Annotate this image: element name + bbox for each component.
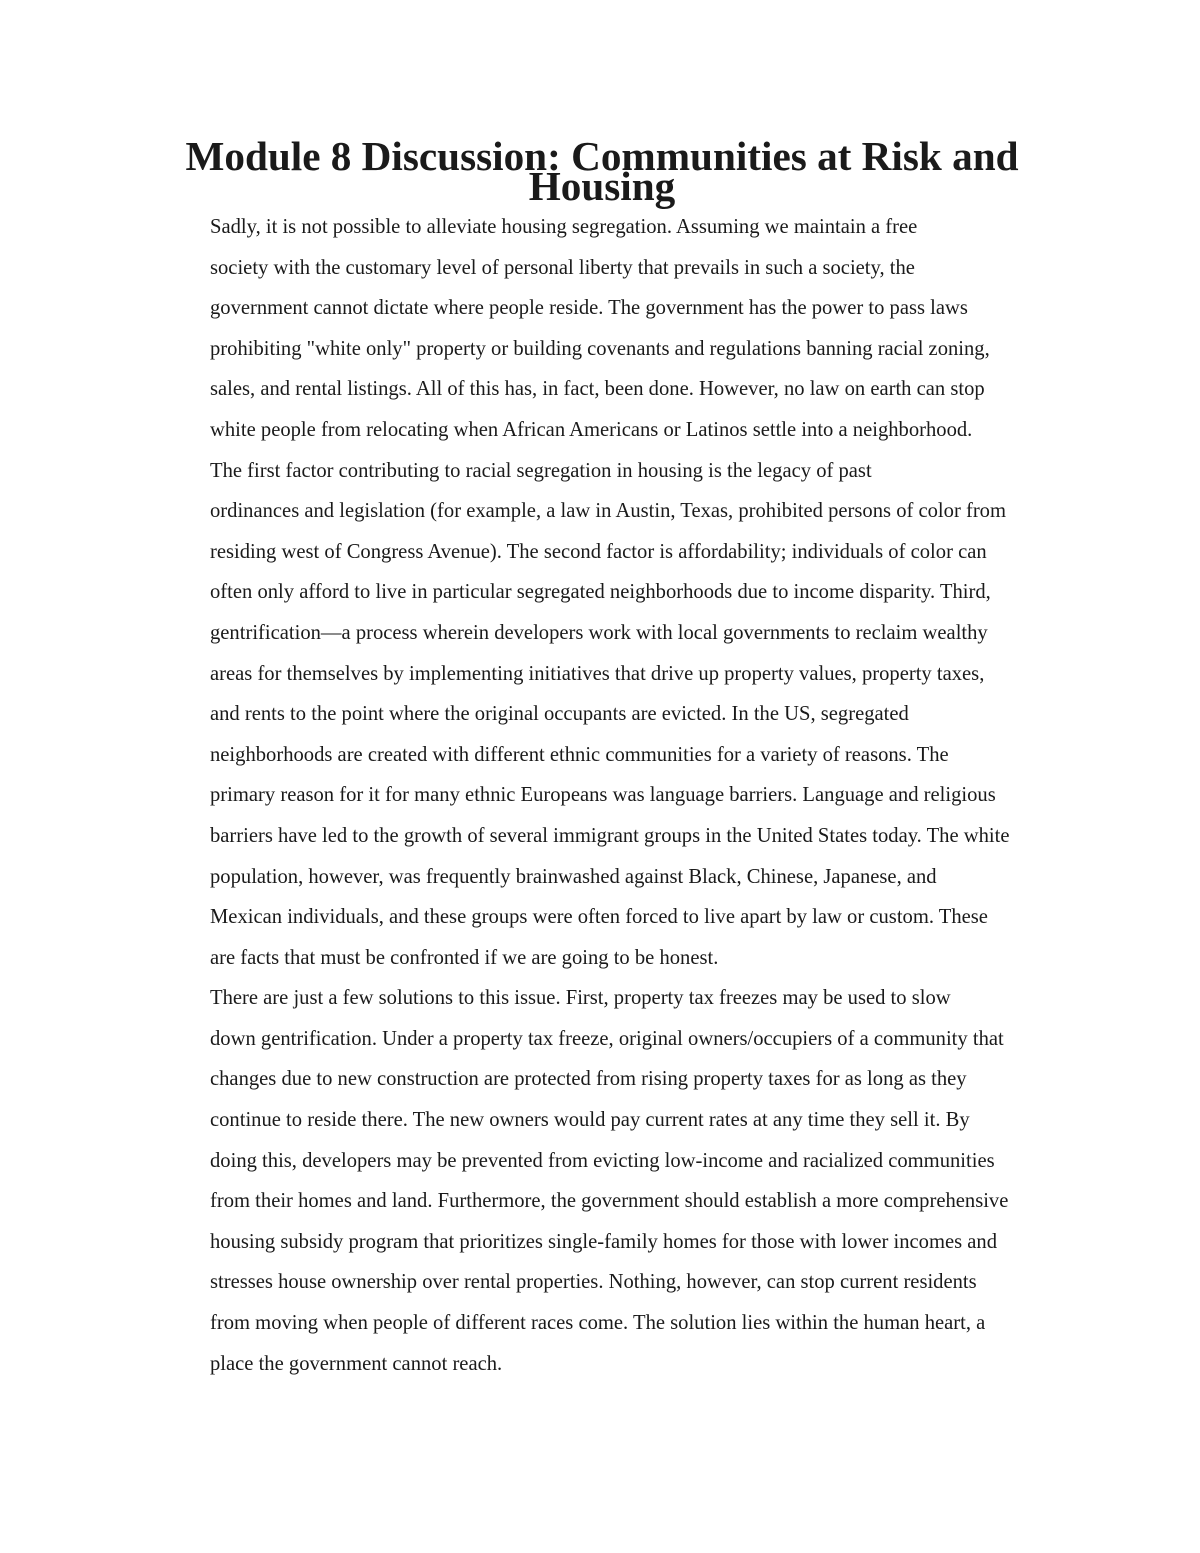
paragraph-line: housing subsidy program that prioritizes single-family homes for those with lower incomes and bbox=[210, 1230, 997, 1253]
paragraph-line: from their homes and land. Furthermore, the government should establish a more comprehensive bbox=[210, 1190, 1009, 1213]
paragraph-line: areas for themselves by implementing initiatives that drive up property values, property taxes, bbox=[210, 662, 985, 685]
paragraph-line: are facts that must be confronted if we are going to be honest. bbox=[210, 946, 719, 969]
paragraph-line: stresses house ownership over rental properties. Nothing, however, can stop current residents bbox=[210, 1271, 977, 1294]
paragraph-line: white people from relocating when African Americans or Latinos settle into a neighborhood. bbox=[210, 418, 973, 441]
paragraph-line: changes due to new construction are protected from rising property taxes for as long as they bbox=[210, 1068, 967, 1091]
document-body bbox=[142, 133, 1062, 1384]
paragraph-line: sales, and rental listings. All of this has, in fact, been done. However, no law on earth can stop bbox=[210, 378, 985, 401]
paragraph-1 bbox=[142, 207, 1062, 451]
paragraph-line: residing west of Congress Avenue). The second factor is affordability; individuals of color can bbox=[210, 540, 987, 563]
paragraph-line: ordinances and legislation (for example, a law in Austin, Texas, prohibited persons of color from bbox=[210, 500, 1006, 523]
paragraph-line: down gentrification. Under a property tax freeze, original owners/occupiers of a community that bbox=[210, 1027, 1004, 1050]
paragraph-line: often only afford to live in particular segregated neighborhoods due to income disparity. Third, bbox=[210, 581, 991, 604]
paragraph-line: neighborhoods are created with different ethnic communities for a variety of reasons. The bbox=[210, 743, 949, 766]
paragraph-line: primary reason for it for many ethnic Europeans was language barriers. Language and religious bbox=[210, 784, 996, 807]
paragraph-line: Sadly, it is not possible to alleviate housing segregation. Assuming we maintain a free bbox=[210, 216, 918, 238]
paragraph-2 bbox=[142, 451, 1062, 979]
paragraph-line: continue to reside there. The new owners would pay current rates at any time they sell it. By bbox=[210, 1109, 970, 1132]
paragraph-3 bbox=[142, 978, 1062, 1384]
paragraph-line: and rents to the point where the original occupants are evicted. In the US, segregated bbox=[210, 703, 909, 726]
document-title: Module 8 Discussion: Communities at Risk and Housing bbox=[185, 133, 1019, 209]
paragraph-line: The first factor contributing to racial segregation in housing is the legacy of past bbox=[210, 459, 872, 482]
paragraph-line: society with the customary level of personal liberty that prevails in such a society, the bbox=[210, 256, 915, 279]
paragraph-line: doing this, developers may be prevented from evicting low-income and racialized communities bbox=[210, 1149, 995, 1172]
paragraph-line: barriers have led to the growth of several immigrant groups in the United States today. The white bbox=[210, 824, 1010, 847]
paragraph-line: Mexican individuals, and these groups were often forced to live apart by law or custom. These bbox=[210, 906, 988, 929]
paragraph-line: population, however, was frequently brainwashed against Black, Chinese, Japanese, and bbox=[210, 865, 937, 888]
paragraph-line: prohibiting "white only" property or building covenants and regulations banning racial zoning, bbox=[210, 337, 990, 360]
paragraph-line: government cannot dictate where people reside. The government has the power to pass laws bbox=[210, 297, 968, 320]
paragraph-line: There are just a few solutions to this issue. First, property tax freezes may be used to slow bbox=[210, 987, 951, 1010]
paragraph-line: place the government cannot reach. bbox=[210, 1352, 503, 1375]
paragraph-line: gentrification—a process wherein developers work with local governments to reclaim wealthy bbox=[210, 621, 988, 644]
paragraph-line: from moving when people of different races come. The solution lies within the human heart, a bbox=[210, 1312, 986, 1335]
